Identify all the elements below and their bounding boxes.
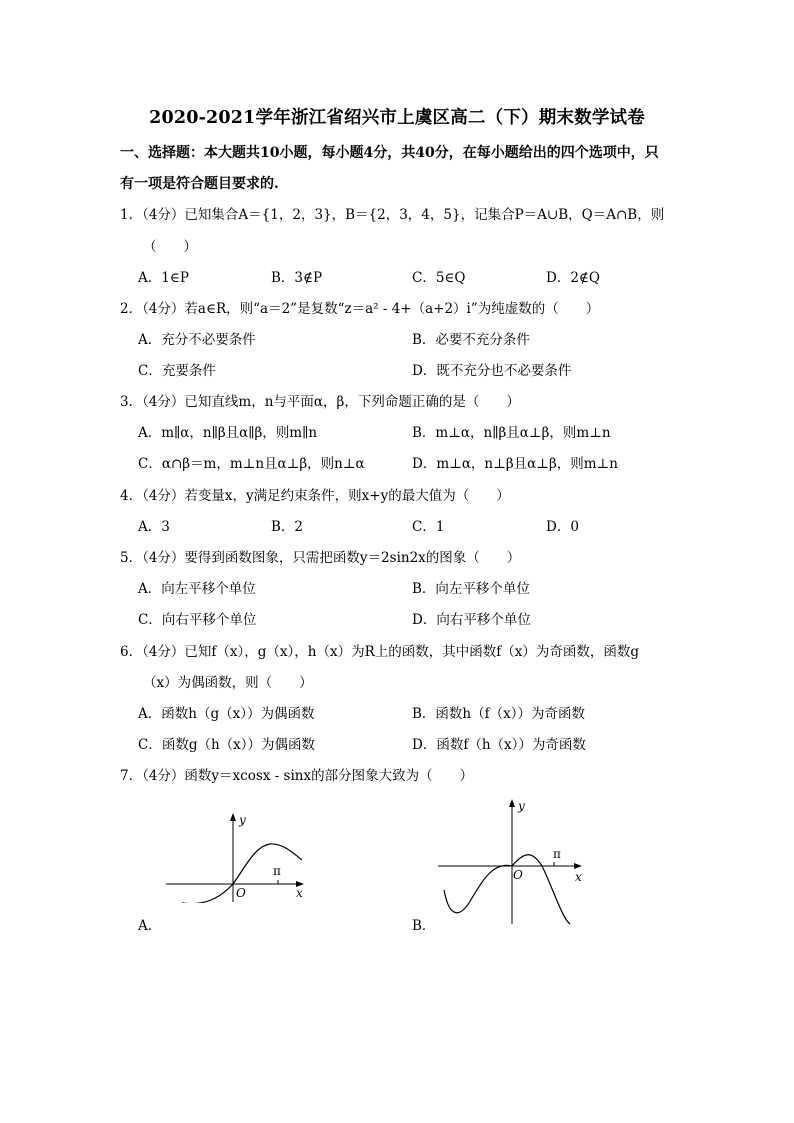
question-6-option-a[interactable]: A．函数h（g（x））为偶函数 [138,706,315,722]
question-7-graph-a [160,808,310,903]
question-2-option-d[interactable]: D．既不充分也不必要条件 [412,363,572,379]
question-2-option-b[interactable]: B．必要不充分条件 [412,332,530,348]
graph-b-y-label: y [518,799,525,813]
graph-a-y-arrow [230,813,236,821]
graph-b-x-label: x [575,870,582,884]
question-1-stem-cont: （ ） [143,239,197,255]
section-header-line2: 有一项是符合题目要求的. [120,176,279,192]
section-header-line1: 一、选择题：本大题共10小题，每小题4分，共40分，在每小题给出的四个选项中，只 [120,145,659,161]
graph-a-x-label: x [296,886,303,900]
question-5-stem: 5．（4分）要得到函数图象，只需把函数y＝2sin2x的图象（ ） [120,550,521,566]
question-7-stem: 7．（4分）函数y＝xcosx - sinx的部分图象大致为（ ） [120,768,474,784]
graph-b-x-arrow [574,863,582,869]
question-7-option-b[interactable]: B． [412,918,436,934]
question-7-option-a[interactable]: A． [138,918,162,934]
question-3-option-d[interactable]: D．m⊥α，n⊥β且α⊥β，则m⊥n [412,456,618,472]
graph-b-curve [444,855,570,924]
question-2-option-c[interactable]: C．充要条件 [138,363,216,379]
question-3-option-c[interactable]: C．α∩β＝m，m⊥n且α⊥β，则n⊥α [138,456,365,472]
graph-b-pi-label: π [553,847,561,861]
question-1-option-b[interactable]: B．3∉P [271,270,323,286]
question-3-stem: 3．（4分）已知直线m，n与平面α，β，下列命题正确的是（ ） [120,394,520,410]
question-4-option-a[interactable]: A．3 [138,519,170,535]
question-5-option-c[interactable]: C．向右平移个单位 [138,612,257,628]
question-6-stem-cont: （x）为偶函数，则（ ） [143,675,313,691]
question-6-option-b[interactable]: B．函数h（f（x））为奇函数 [412,706,585,722]
question-1-option-d[interactable]: D．2∉Q [546,270,600,286]
graph-b-y-arrow [509,799,515,807]
question-5-option-d[interactable]: D．向右平移个单位 [412,612,531,628]
question-5-option-b[interactable]: B．向左平移个单位 [412,581,530,597]
question-3-option-a[interactable]: A．m∥α，n∥β且α∥β，则m∥n [138,425,318,441]
question-2-option-a[interactable]: A．充分不必要条件 [138,332,256,348]
question-4-stem: 4．（4分）若变量x，y满足约束条件，则x+y的最大值为（ ） [120,488,510,504]
question-7-graph-b [432,794,592,930]
question-4-option-b[interactable]: B．2 [271,519,304,535]
question-1-option-a[interactable]: A．1∈P [138,270,189,286]
graph-b-origin-label: O [513,868,523,882]
graph-a-y-label: y [239,813,246,827]
question-6-stem: 6．（4分）已知f（x），g（x），h（x）为R上的函数，其中函数f（x）为奇函数，函数g [120,644,640,660]
graph-a-origin-label: O [236,886,246,900]
question-6-option-c[interactable]: C．函数g（h（x））为偶函数 [138,737,316,753]
question-4-option-c[interactable]: C．1 [412,519,445,535]
question-3-option-b[interactable]: B．m⊥α，n∥β且α⊥β，则m⊥n [412,425,611,441]
question-6-option-d[interactable]: D．函数f（h（x））为奇函数 [412,737,586,753]
question-5-option-a[interactable]: A．向左平移个单位 [138,581,256,597]
question-2-stem: 2．（4分）若a∈R，则“a＝2”是复数“z＝a² - 4+（a+2）i”为纯虚数的（ ） [120,301,600,317]
page-title: 2020-2021学年浙江省绍兴市上虞区高二（下）期末数学试卷 [149,108,645,128]
question-4-option-d[interactable]: D．0 [546,519,579,535]
question-1-stem: 1．（4分）已知集合A＝{1，2，3}，B＝{2，3，4，5}，记集合P＝A∪B，Q＝A∩B，则 [120,207,665,223]
graph-a-pi-label: π [273,864,281,878]
question-1-option-c[interactable]: C．5∈Q [412,270,466,286]
